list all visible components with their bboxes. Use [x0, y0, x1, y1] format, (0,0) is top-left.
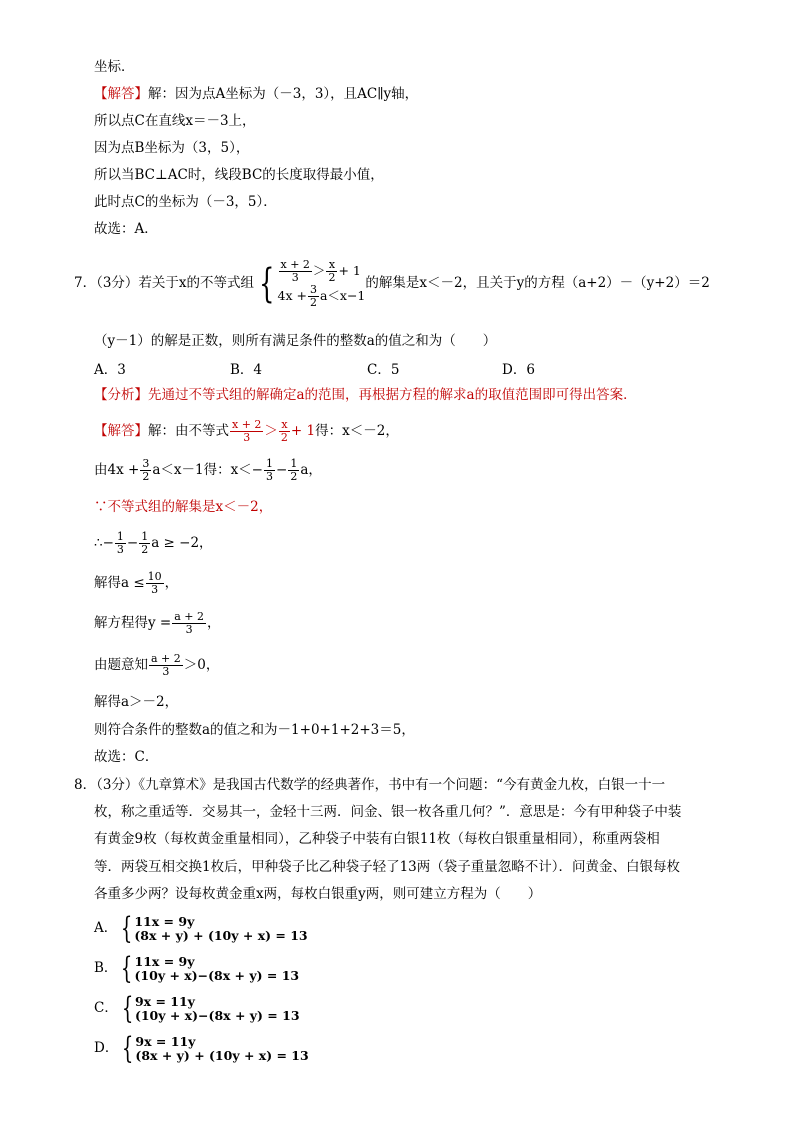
- q8-option-b-label: B．: [94, 960, 118, 976]
- q7-s1-frac-den: 3: [243, 431, 251, 444]
- q8-option-b-system: [135, 955, 300, 983]
- q7-s1-tail: + 1: [290, 423, 316, 439]
- q7-solution-6: [94, 606, 221, 640]
- q8-option-b-eq1: 11x = 9y: [134, 953, 195, 969]
- analysis-tag: 【分析】: [94, 387, 148, 403]
- q8-line-5: 各重多少两？设每枚黄金重x两，每枚白银重y两，则可建立方程为（ ）: [94, 886, 542, 902]
- q7-s7-den: 3: [162, 665, 170, 678]
- prev-answer-text: 解：因为点A坐标为（－3，3），且AC∥y轴，: [148, 86, 419, 102]
- q8-option-d-system: [135, 1035, 308, 1063]
- q8-option-d-eq2: (8x + y) + (10y + x) = 13: [135, 1047, 309, 1063]
- q7-stem-c: （y－1）的解是正数，则所有满足条件的整数a的值之和为（ ）: [94, 333, 497, 349]
- q7-ineq1-num: x + 2: [280, 257, 310, 271]
- q7-s4-c: a ≥ −2，: [151, 535, 213, 551]
- q7-s2-b: a＜x－1得：x＜−: [152, 462, 263, 478]
- q8-line-2: 枚，称之重适等．交易其一，金轻十三两．问金、银一枚各重几何？”．意思是：今有甲种袋子中装: [94, 804, 682, 820]
- q7-option-c: C．5: [367, 362, 400, 378]
- q7-inequality-system: [278, 259, 366, 309]
- q7-s1-rnum: x: [279, 419, 290, 432]
- q7-s1-op: ＞: [264, 423, 278, 439]
- q8-option-d: [94, 1030, 309, 1066]
- q7-s2-a: 由4x +: [94, 462, 140, 478]
- q7-solution-9: 则符合条件的整数a的值之和为－1+0+1+2+3＝5，: [94, 722, 415, 738]
- q7-stem: [74, 248, 710, 318]
- q7-s5-num: 10: [147, 570, 162, 583]
- q7-s5-b: ，: [164, 575, 179, 591]
- q7-s1-frac-num: x + 2: [232, 418, 262, 431]
- q8-option-a-label: A．: [94, 920, 118, 936]
- prev-line-4: 因为点B坐标为（3，5），: [94, 140, 250, 156]
- q8-option-c: [94, 990, 300, 1026]
- q7-stem-a: 7．（3分）若关于x的不等式组: [74, 275, 255, 291]
- q7-ineq-2: [278, 284, 366, 309]
- q7-solution-3: ∵不等式组的解集是x＜－2，: [94, 499, 273, 515]
- q7-solution-2: 由4x + $\frac{3}{2}$ a＜x－1得：x＜− $\frac{1}{3}$ − $\frac{1}{2}$ a，: [94, 457, 322, 483]
- q7-ineq1-tail: + 1: [338, 262, 361, 278]
- q8-option-c-label: C．: [94, 1000, 118, 1016]
- q8-line-4: 等．两袋互相交换1枚后，甲种袋子比乙种袋子轻了13两（袋子重量忽略不计）．问黄金、白银每枚: [94, 859, 681, 875]
- q7-s5-den: 3: [151, 583, 159, 596]
- prev-line-3: 所以点C在直线x＝－3上，: [94, 113, 256, 129]
- q7-stem-b: 的解集是x＜－2，且关于y的方程（a+2）－（y+2）＝2: [365, 275, 710, 291]
- q7-solution-4: ∴− $\frac{1}{3}$ − $\frac{1}{2}$ a ≥ −2，: [94, 530, 213, 556]
- q7-ineq2-tail: a＜x−1: [319, 287, 366, 303]
- q7-ineq1-den: 3: [291, 270, 299, 284]
- prev-line-6: 此时点C的坐标为（－3，5）．: [94, 194, 277, 210]
- q7-option-a: A．3: [94, 362, 126, 378]
- q7-s6-b: ，: [207, 615, 221, 631]
- q7-s4-b: −: [126, 535, 139, 551]
- q7-ineq1-op: ＞: [312, 262, 326, 278]
- q7-s2-frac-num: 3: [142, 457, 150, 470]
- q7-ineq1-rnum: x: [326, 259, 337, 272]
- q7-s6-num: a + 2: [174, 610, 205, 623]
- q8-option-b-brace: {: [121, 950, 133, 986]
- q8-line-3: 有黄金9枚（每枚黄金重量相同），乙种袋子中装有白银11枚（每枚白银重量相同），称重两袋相: [94, 831, 660, 847]
- q7-solution-7: [94, 648, 219, 682]
- q7-system-brace: {: [259, 260, 275, 307]
- q7-s7-num: a + 2: [151, 652, 181, 665]
- q7-s7-a: 由题意知: [94, 657, 148, 673]
- prev-line-1: 坐标．: [94, 59, 135, 75]
- solution-tag: 【解答】: [94, 423, 148, 439]
- q7-ineq1-rden: 2: [328, 270, 336, 284]
- q8-option-c-brace: {: [121, 990, 134, 1026]
- q8-option-a-system: [134, 915, 307, 943]
- q7-ineq-1: [278, 259, 366, 284]
- q8-option-b: [94, 950, 299, 986]
- q8-option-b-eq2: (10y + x)−(8x + y) = 13: [134, 967, 300, 983]
- q7-solution-8: 解得a＞－2，: [94, 694, 179, 710]
- q8-option-d-eq1: 9x = 11y: [135, 1033, 196, 1049]
- q8-option-d-brace: {: [122, 1030, 134, 1066]
- q7-s1-rden: 2: [280, 431, 288, 444]
- q7-s2-c: −: [276, 462, 288, 478]
- q8-option-a: [94, 910, 308, 946]
- q7-analysis: [94, 385, 637, 405]
- q8-option-c-eq2: (10y + x)−(8x + y) = 13: [134, 1007, 300, 1023]
- q7-s1-a: 解：由不等式: [148, 423, 229, 439]
- q7-s6-den: 3: [185, 623, 193, 636]
- q7-s7-b: ＞0，: [183, 657, 220, 673]
- q8-option-c-eq1: 9x = 11y: [134, 993, 195, 1009]
- analysis-text: 先通过不等式组的解确定a的范围，再根据方程的解求a的取值范围即可得出答案．: [148, 387, 637, 403]
- q7-s2-frac-den: 2: [142, 470, 150, 483]
- q7-s5-a: 解得a ≤: [94, 575, 145, 591]
- q7-solution-10: 故选：C．: [94, 749, 159, 765]
- q7-option-d: D．6: [502, 362, 535, 378]
- q7-option-b: B．4: [230, 362, 263, 378]
- q8-option-d-label: D．: [94, 1040, 119, 1056]
- q7-solution-1: [94, 414, 399, 448]
- q7-s1-b: 得：x＜－2，: [315, 423, 399, 439]
- q7-s6-a: 解方程得y =: [94, 615, 172, 631]
- q7-ineq2-a: 4x +: [277, 287, 307, 303]
- q7-s4-a: ∴−: [94, 535, 114, 551]
- q8-option-a-eq2: (8x + y) + (10y + x) = 13: [134, 927, 308, 943]
- q7-solution-5: [94, 566, 178, 600]
- prev-line-5: 所以当BC⊥AC时，线段BC的长度取得最小值，: [94, 167, 384, 183]
- q7-ineq2-den: 2: [309, 295, 317, 309]
- q8-option-a-brace: {: [121, 910, 133, 946]
- prev-answer-line: [94, 84, 418, 104]
- prev-line-7: 故选：A．: [94, 221, 158, 237]
- q8-option-a-eq1: 11x = 9y: [134, 913, 195, 929]
- q8-option-c-system: [135, 995, 300, 1023]
- q7-ineq2-num: 3: [309, 282, 317, 296]
- answer-tag: 【解答】: [94, 86, 148, 102]
- q7-s2-d: a，: [300, 462, 322, 478]
- q8-line-1: 8．（3分）《九章算术》是我国古代数学的经典著作，书中有一个问题：“今有黄金九枚，白银一十一: [74, 777, 666, 793]
